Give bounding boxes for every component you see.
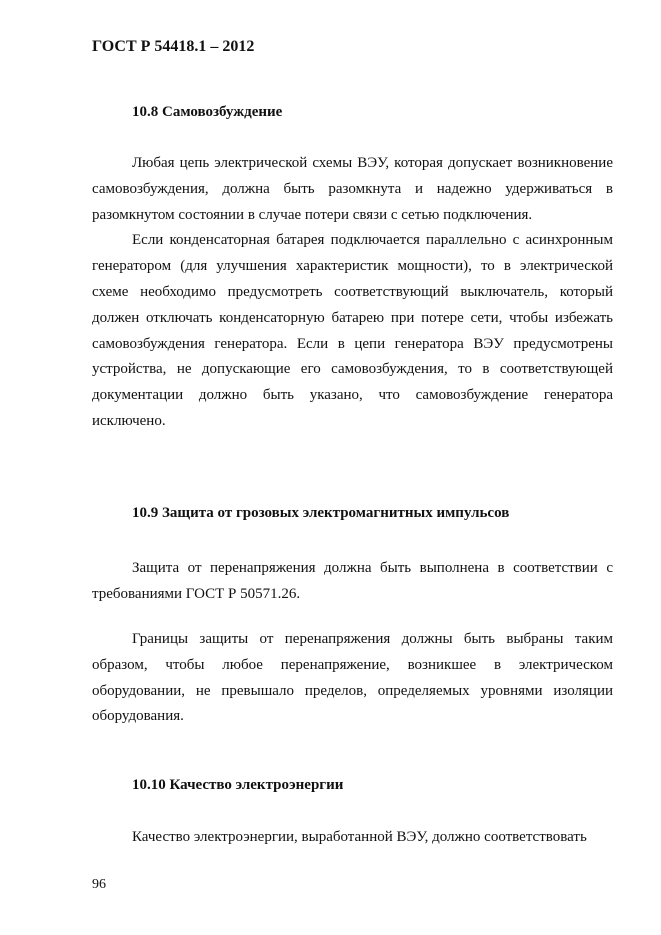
section-body-10-9-a [92,556,613,608]
page-number: 96 [92,877,106,892]
paragraph: Любая цепь электрической схемы ВЭУ, которая допускает возникновение самовозбуждения, должна быть разомкнута и надежно удерживаться в разомкнутом состоянии в случае потери связи с сетью подключения. [92,155,613,223]
paragraph: Если конденсаторная батарея подключается параллельно с асинхронным генератором (для улучшения характеристик мощности), то в электрической схеме необходимо предусмотреть соответствующий выключатель, который должен отключать конденсаторную батарею при потере сети, чтобы избежать самовозбуждения генератора. Если в цепи генератора ВЭУ предусмотрены устройства, не допускающие его самовозбуждения, то в соответствующей документации должно быть указано, что самовозбуждение генератора исключено. [92,232,613,429]
section-body-10-9-b [92,627,613,730]
section-heading-10-9: 10.9 Защита от грозовых электромагнитных импульсов [132,505,510,521]
document-header: ГОСТ Р 54418.1 – 2012 [92,38,255,55]
section-heading-10-10: 10.10 Качество электроэнергии [132,777,344,793]
paragraph: Границы защиты от перенапряжения должны быть выбраны таким образом, чтобы любое перенапряжение, возникшее в электрическом оборудовании, не превышало пределов, определяемых уровнями изоляции оборудования. [92,631,613,725]
section-heading-10-8: 10.8 Самовозбуждение [132,104,283,120]
paragraph: Защита от перенапряжения должна быть выполнена в соответствии с требованиями ГОСТ Р 50571.26. [92,560,613,602]
section-body-10-10 [92,825,613,851]
paragraph: Качество электроэнергии, выработанной ВЭУ, должно соответствовать [132,829,587,845]
section-body-10-8 [92,151,613,435]
